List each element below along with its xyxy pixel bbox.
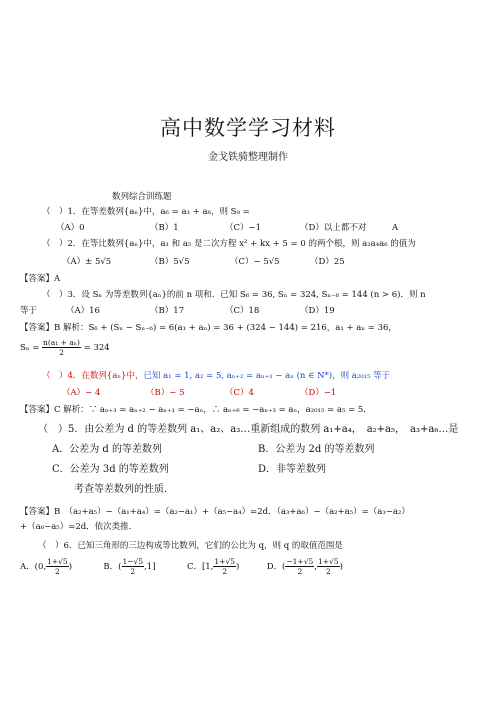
question-4-stem-part-b: 已知 a₁ = 1, a₂ = 5, aₙ₊₂ = aₙ₊₁ − aₙ (n ∈ N*)，则 a₂₀₁₅ 等于 [143, 371, 391, 381]
question-3-answer: 【答案】B 解析：S₆ + (Sₙ − Sₙ₋₆) = 6(a₁ + aₙ) = 36 + (324 − 144) = 216，a₁ + aₙ = 36， [20, 323, 397, 333]
question-4-stem-part-a: （ ）4．在数列{aₙ}中， [42, 371, 144, 381]
document-title: 高中数学学习材料 [160, 116, 336, 140]
sum-formula-rhs: = 324 [83, 343, 110, 353]
question-2-option-c: （C）− 5√5 [230, 257, 280, 267]
question-3-stem-cont: 等于 [20, 306, 38, 316]
question-5-option-c: C．公差为 3d 的等差数列 [52, 464, 169, 475]
question-6-option-b: B．( $\frac{1-√5}{2}$ ,1] [103, 557, 156, 576]
section-heading: 数列综合训练题 [112, 192, 172, 202]
question-1-answer: A [392, 223, 399, 233]
question-5-stem: （ ）5．由公差为 d 的等差数列 a₁、a₂、a₃…重新组成的数列 a₁+a₄， a₂+a₅， a₃+a₆…是 [38, 424, 459, 435]
question-5-option-a: A．公差为 d 的等差数列 [52, 444, 162, 455]
question-1-option-c: （C）−1 [225, 223, 262, 233]
question-1-option-b: （B）1 [150, 223, 179, 233]
question-6-stem: （ ）6．已知三角形的三边构成等比数列，它们的公比为 q，则 q 的取值范围是 [38, 541, 343, 551]
question-5-option-d: D．非等差数列 [258, 464, 327, 475]
sum-formula-denominator: 2 [59, 348, 64, 357]
question-3-option-d: （D）19 [300, 306, 335, 316]
sum-formula-numerator: n(a₁ + aₙ) [43, 338, 80, 347]
question-1-option-d: （D）以上都不对 [300, 223, 367, 233]
question-1-option-a: （A）0 [56, 223, 85, 233]
question-6-option-d: D．( $\frac{-1+√5}{2}$ , $\frac{1+√5}{2}$ ) [266, 557, 343, 576]
question-4-option-d: （D）−1 [300, 388, 337, 398]
sum-formula-lhs: Sₙ = [20, 343, 40, 353]
question-4-option-b: （B）− 5 [146, 388, 185, 398]
question-2-option-d: （D）25 [310, 257, 345, 267]
question-3-option-c: （C）18 [225, 306, 260, 316]
question-5-note: 考查等差数列的性质． [74, 484, 174, 495]
question-4-stem [42, 370, 390, 382]
sum-formula-fraction [42, 338, 81, 357]
question-2-option-a: （A）± 5√5 [62, 257, 112, 267]
question-2-option-b: （B）5√5 [150, 257, 190, 267]
question-3-option-a: （A）16 [66, 306, 100, 316]
question-3-option-b: （B）17 [150, 306, 185, 316]
question-2-stem: （ ）2．在等比数列{aₙ}中，a₁ 和 a₅ 是二次方程 x² + kx + 5 = 0 的两个根，则 a₂a₄a₆ 的值为 [42, 239, 416, 249]
question-4-answer: 【答案】C 解析：∵ aₙ₊₃ = aₙ₊₂ − aₙ₊₁ = −aₙ，∴ aₙ₊₆ = −aₙ₊₃ = aₙ，a₂₀₁₅ = a₅ = 5． [20, 405, 372, 415]
question-1-stem: （ ）1．在等差数列{aₙ}中，a₆ = a₃ + a₈，则 S₉ = [42, 207, 250, 217]
question-3-stem: （ ）3．设 Sₙ 为等差数列{aₙ}的前 n 项和．已知 S₆ = 36, Sₙ = 324, Sₙ₋₆ = 144 (n > 6)．则 n [42, 290, 426, 300]
document-subtitle: 金戈铁骑整理制作 [208, 152, 288, 163]
question-6-option-c: C．[1, $\frac{1+√5}{2}$ ) [186, 557, 240, 576]
question-5-answer-line-2: +（a₆−a₅）=2d．依次类推． [20, 522, 138, 532]
question-5-option-b: B．公差为 2d 的等差数列 [258, 444, 375, 455]
question-4-option-a: （A）− 4 [62, 388, 101, 398]
question-3-sum-formula [20, 338, 110, 358]
question-5-answer-line-1: 【答案】B （a₂+a₅）−（a₁+a₄）=（a₂−a₁）+（a₅−a₄）=2d．（a₃+a₆）−（a₂+a₅）=（a₃−a₂） [20, 507, 410, 517]
question-6-options [20, 556, 343, 578]
question-2-answer: 【答案】A [20, 274, 61, 284]
question-4-option-c: （C）4 [225, 388, 254, 398]
question-6-option-a: A．(0, $\frac{1+√5}{2}$ ) [20, 557, 73, 576]
